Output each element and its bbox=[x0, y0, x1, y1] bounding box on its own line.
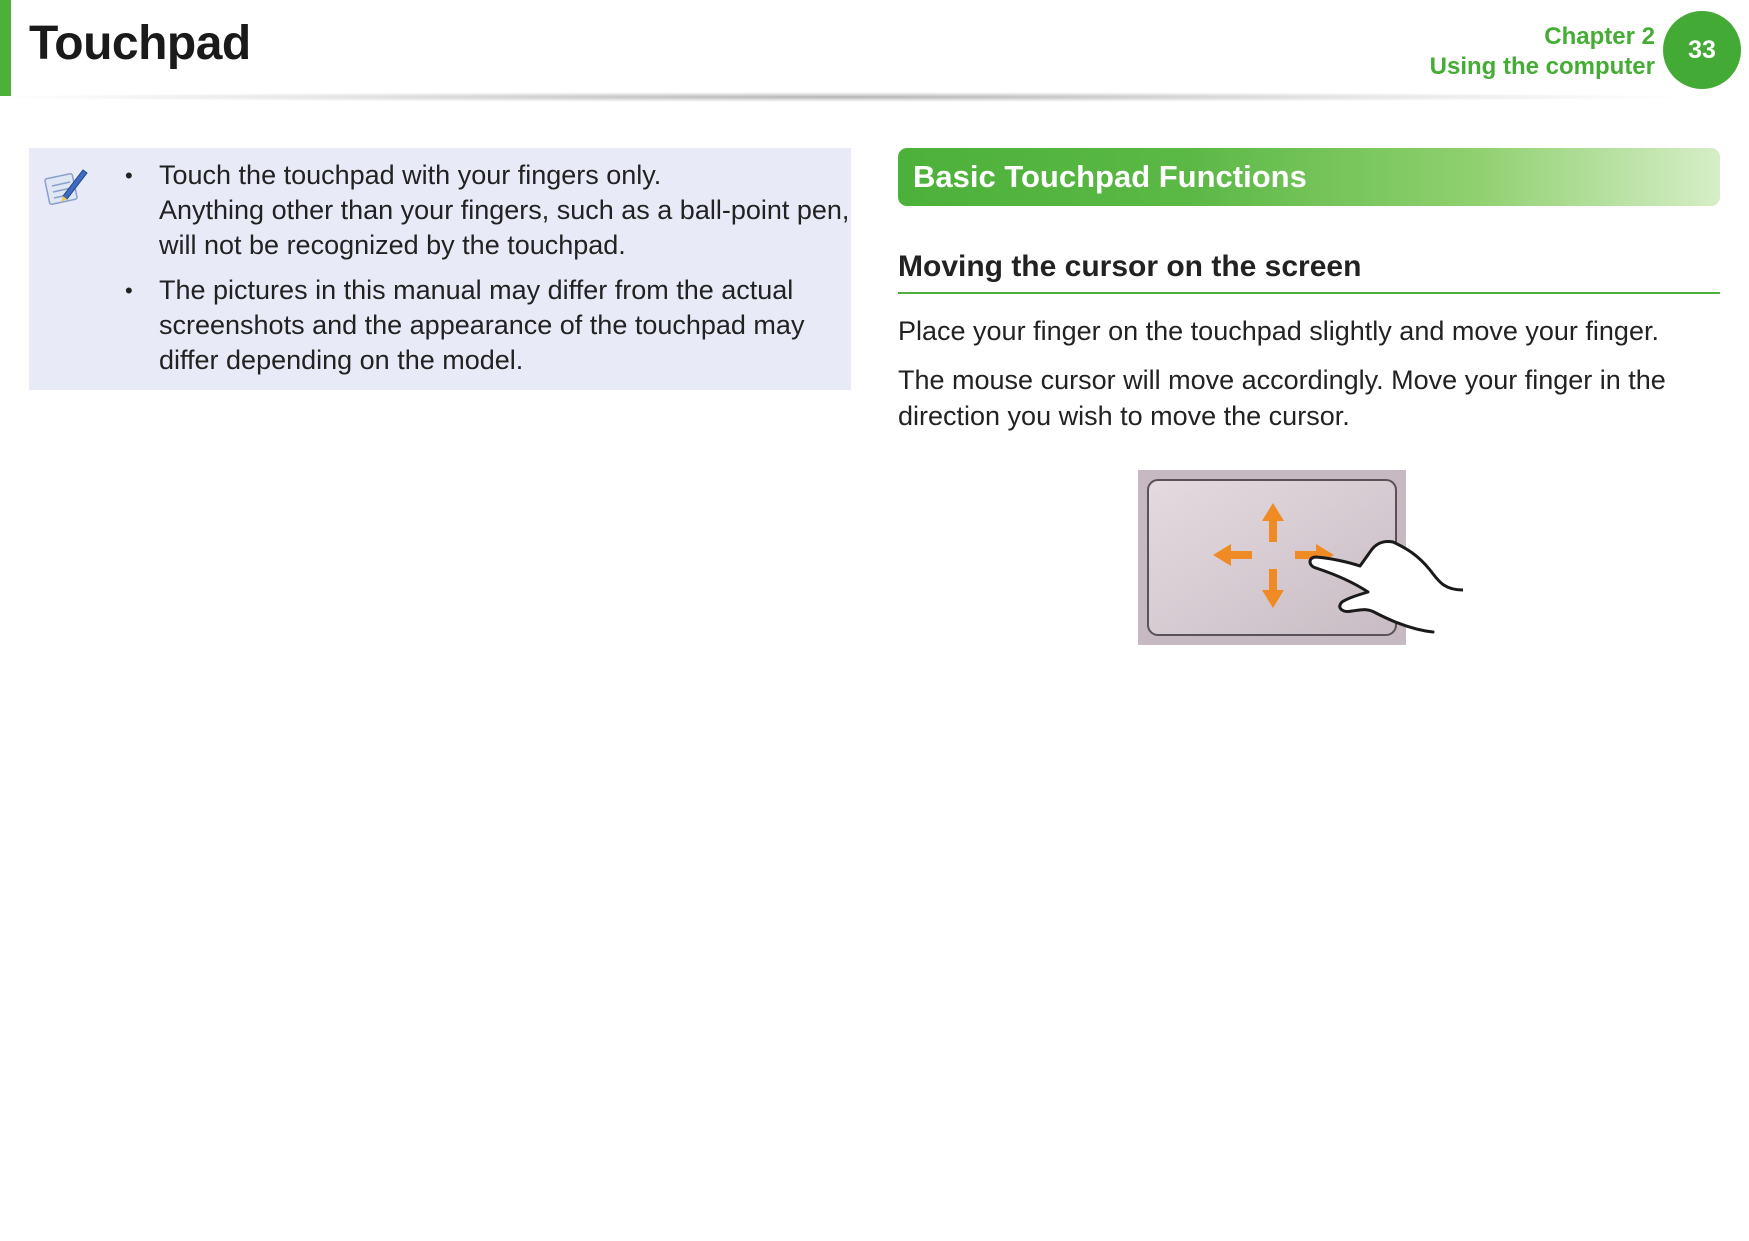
chapter-label: Chapter 2 bbox=[1544, 23, 1655, 50]
bullet: • bbox=[125, 163, 133, 188]
touchpad-surface bbox=[1148, 480, 1396, 635]
chapter-subtitle: Using the computer bbox=[1429, 53, 1655, 80]
note-pencil-icon bbox=[41, 162, 91, 212]
subsection-heading: Moving the cursor on the screen bbox=[898, 250, 1720, 294]
note-line: Anything other than your fingers, such as a ball-point pen, bbox=[159, 195, 850, 225]
note-item bbox=[95, 158, 855, 263]
section-title: Basic Touchpad Functions bbox=[913, 159, 1307, 194]
note-box bbox=[29, 148, 851, 390]
note-list bbox=[95, 158, 855, 388]
header-accent-bar bbox=[0, 0, 11, 96]
bullet: • bbox=[125, 278, 133, 303]
note-line: will not be recognized by the touchpad. bbox=[159, 230, 626, 260]
body-paragraph: The mouse cursor will move accordingly. Move your finger in the direction you wish to move the cursor. bbox=[898, 365, 1666, 431]
section-banner bbox=[898, 148, 1720, 206]
note-item bbox=[95, 273, 855, 378]
chapter-info bbox=[1430, 22, 1655, 82]
page-title: Touchpad bbox=[29, 17, 251, 70]
note-line: Touch the touchpad with your fingers only. bbox=[159, 160, 662, 190]
note-line: differ depending on the model. bbox=[159, 345, 524, 375]
body-paragraph: Place your finger on the touchpad slightly and move your finger. bbox=[898, 316, 1659, 346]
note-line: screenshots and the appearance of the touchpad may bbox=[159, 310, 805, 340]
page-number-badge: 33 bbox=[1663, 11, 1741, 89]
header-divider bbox=[0, 92, 1680, 102]
touchpad-finger-move-icon bbox=[1138, 470, 1463, 650]
note-line: The pictures in this manual may differ from the actual bbox=[159, 275, 794, 305]
